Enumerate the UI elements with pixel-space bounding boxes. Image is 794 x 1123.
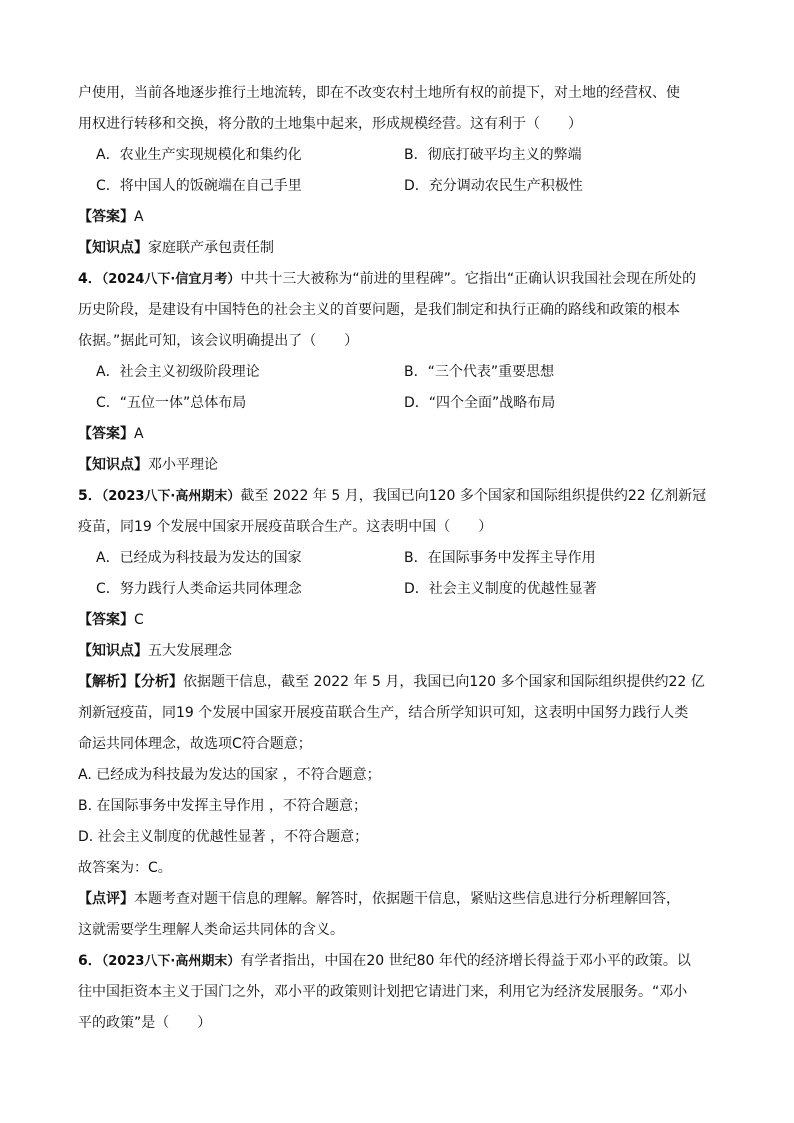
question-4-stem-line: 依据。”据此可知，该会议明确提出了（ ） xyxy=(78,333,359,349)
question-6-stem-line: 平的政策”是（ ） xyxy=(78,1015,212,1031)
knowledge-point-value: 五大发展理念 xyxy=(148,643,232,659)
knowledge-point-tag: 【知识点】 xyxy=(78,240,148,256)
analysis-tag: 【解析】【分析】 xyxy=(78,674,183,690)
question-source: （2024八下·信宜月考） xyxy=(101,272,241,287)
option-d: D．“四个全面”战略布局 xyxy=(404,395,556,411)
question-5-analysis-line: 故答案为：C。 xyxy=(78,860,172,876)
question-5 xyxy=(78,481,712,946)
option-a: A．社会主义初级阶段理论 xyxy=(96,364,260,380)
option-d: D．充分调动农民生产积极性 xyxy=(404,178,583,194)
option-b: B．在国际事务中发挥主导作用 xyxy=(404,550,596,566)
answer-value: A xyxy=(134,209,144,225)
answer-value: A xyxy=(134,426,144,442)
question-source: （2023八下·高州期末） xyxy=(101,954,241,969)
question-3-stem-line: 户使用，当前各地逐步推行土地流转，即在不改变农村土地所有权的前提下，对土地的经营权、使 xyxy=(78,85,680,101)
option-c: C．努力践行人类命运共同体理念 xyxy=(96,581,302,597)
question-5-analysis-line: D. 社会主义制度的优越性显著 ，不符合题意； xyxy=(78,829,369,845)
question-3-answer xyxy=(78,202,712,233)
question-4-stem-line xyxy=(78,264,712,295)
question-5-analysis-line: 命运共同体理念，故选项C符合题意； xyxy=(78,736,312,752)
question-number: 5． xyxy=(78,488,102,504)
option-c: C．“五位一体”总体布局 xyxy=(96,395,247,411)
option-a: A．已经成为科技最为发达的国家 xyxy=(96,550,302,566)
knowledge-point-tag: 【知识点】 xyxy=(78,457,148,473)
comment-text: 本题考查对题干信息的理解。解答时，依据题干信息，紧贴这些信息进行分析理解回答， xyxy=(134,891,680,907)
analysis-text: 依据题干信息，截至 2022 年 5 月，我国已向120 多个国家和国际组织提供约22 亿 xyxy=(183,674,705,690)
question-4-options-row xyxy=(78,388,712,419)
question-3-stem-line: 用权进行转移和交换，将分散的土地集中起来，形成规模经营。这有利于（ ） xyxy=(78,116,582,132)
question-stem-text: 中共十三大被称为“前进的里程碑”。它指出“正确认识我国社会现在所处的 xyxy=(240,271,697,287)
question-source: （2023八下·高州期末） xyxy=(101,489,241,504)
knowledge-point-tag: 【知识点】 xyxy=(78,643,148,659)
answer-tag: 【答案】 xyxy=(78,209,134,225)
option-a: A．农业生产实现规模化和集约化 xyxy=(96,147,302,163)
option-d: D．社会主义制度的优越性显著 xyxy=(404,581,597,597)
question-6 xyxy=(78,946,712,1039)
question-3-options-row xyxy=(78,140,712,171)
question-5-knowledge-point xyxy=(78,636,712,667)
answer-tag: 【答案】 xyxy=(78,612,134,628)
question-5-analysis-line: A. 已经成为科技最为发达的国家 ，不符合题意； xyxy=(78,767,381,783)
question-5-stem-line xyxy=(78,481,712,512)
question-number: 4． xyxy=(78,271,102,287)
knowledge-point-value: 邓小平理论 xyxy=(148,457,218,473)
question-5-answer xyxy=(78,605,712,636)
question-4-knowledge-point xyxy=(78,450,712,481)
option-b: B．“三个代表”重要思想 xyxy=(404,364,555,380)
answer-tag: 【答案】 xyxy=(78,426,134,442)
question-4 xyxy=(78,264,712,481)
question-4-stem-line: 历史阶段，是建设有中国特色的社会主义的首要问题，是我们制定和执行正确的路线和政策的根本 xyxy=(78,302,680,318)
comment-tag: 【点评】 xyxy=(78,891,134,907)
answer-value: C xyxy=(134,612,144,628)
question-4-options-row xyxy=(78,357,712,388)
question-stem-text: 有学者指出，中国在20 世纪80 年代的经济增长得益于邓小平的政策。以 xyxy=(240,953,691,969)
question-5-comment-line: 这就需要学生理解人类命运共同体的含义。 xyxy=(78,922,344,938)
question-5-options-row xyxy=(78,543,712,574)
question-6-stem-line xyxy=(78,946,712,977)
question-5-stem-line: 疫苗，同19 个发展中国家开展疫苗联合生产。这表明中国（ ） xyxy=(78,519,493,535)
question-3 xyxy=(78,78,712,264)
knowledge-point-value: 家庭联产承包责任制 xyxy=(148,240,274,256)
question-5-comment-line xyxy=(78,884,712,915)
question-number: 6． xyxy=(78,953,102,969)
question-3-options-row xyxy=(78,171,712,202)
question-5-options-row xyxy=(78,574,712,605)
question-6-stem-line: 往中国拒资本主义于国门之外，邓小平的政策则计划把它请进门来，利用它为经济发展服务。“邓小 xyxy=(78,984,688,1000)
question-3-knowledge-point xyxy=(78,233,712,264)
question-5-analysis-line: B. 在国际事务中发挥主导作用 ，不符合题意； xyxy=(78,798,367,814)
question-4-answer xyxy=(78,419,712,450)
question-stem-text: 截至 2022 年 5 月，我国已向120 多个国家和国际组织提供约22 亿剂新冠 xyxy=(240,488,707,504)
question-5-analysis-line xyxy=(78,667,712,698)
option-b: B．彻底打破平均主义的弊端 xyxy=(404,147,582,163)
option-c: C．将中国人的饭碗端在自己手里 xyxy=(96,178,302,194)
question-5-analysis-line: 剂新冠疫苗，同19 个发展中国家开展疫苗联合生产，结合所学知识可知，这表明中国努力践行人类 xyxy=(78,705,689,721)
